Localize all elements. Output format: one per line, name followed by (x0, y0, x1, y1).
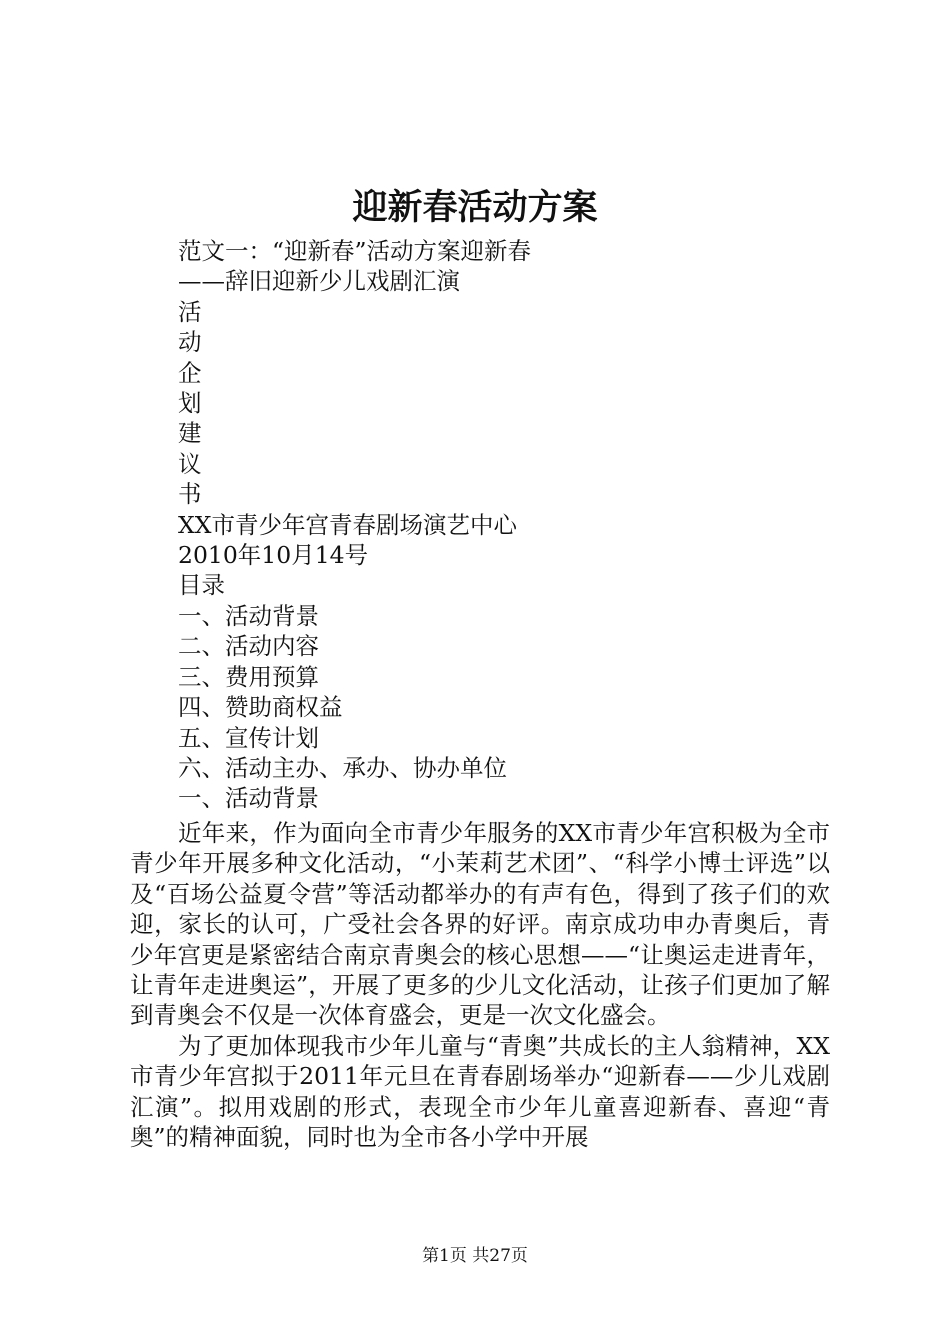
header-lines (178, 236, 531, 814)
section-heading: 一、活动背景 (178, 784, 319, 813)
toc-item: 六、活动主办、承办、协办单位 (178, 753, 507, 782)
toc-item: 二、活动内容 (178, 632, 319, 661)
page-footer: 第1页 共27页 (422, 1246, 528, 1266)
text-line: 活 (178, 297, 202, 326)
organizer-line: XX市青少年宫青春剧场演艺中心 (178, 510, 517, 539)
text-line: 企 (178, 358, 202, 387)
paragraph: 为了更加体现我市少年儿童与“青奥”共成长的主人翁精神，XX市青少年宫拟于2011年元旦在青春剧场举办“迎新春——少儿戏剧汇演”。拟用戏剧的形式，表现全市少年儿童喜迎新春、喜迎“青奥”的精神面貌，同时也为全市各小学中开展 (130, 1031, 830, 1152)
toc-item: 三、费用预算 (178, 662, 319, 691)
toc-item: 四、赞助商权益 (178, 693, 343, 722)
body-text (130, 818, 830, 1152)
text-line: 划 (178, 389, 202, 418)
text-line: 范文一：“迎新春”活动方案迎新春 (178, 237, 532, 265)
text-line: 议 (178, 449, 202, 478)
toc-item: 一、活动背景 (178, 601, 319, 630)
date-line: 2010年10月14号 (178, 541, 369, 570)
document-title: 迎新春活动方案 (352, 187, 598, 228)
text-line: ——辞旧迎新少儿戏剧汇演 (178, 267, 460, 296)
paragraph: 近年来，作为面向全市青少年服务的XX市青少年宫积极为全市青少年开展多种文化活动，“小茉莉艺术团”、“科学小博士评选”以及“百场公益夏令营”等活动都举办的有声有色，得到了孩子们的欢迎，家长的认可，广受社会各界的好评。南京成功申办青奥后，青少年宫更是紧密结合南京青奥会的核心思想——“让奥运走进青年，让青年走进奥运”，开展了更多的少儿文化活动，让孩子们更加了解到青奥会不仅是一次体育盛会，更是一次文化盛会。 (130, 819, 830, 1030)
toc-item: 五、宣传计划 (178, 723, 319, 752)
text-line: 书 (178, 480, 202, 509)
toc-heading: 目录 (178, 571, 225, 600)
text-line: 建 (178, 419, 202, 448)
text-line: 动 (178, 328, 202, 357)
